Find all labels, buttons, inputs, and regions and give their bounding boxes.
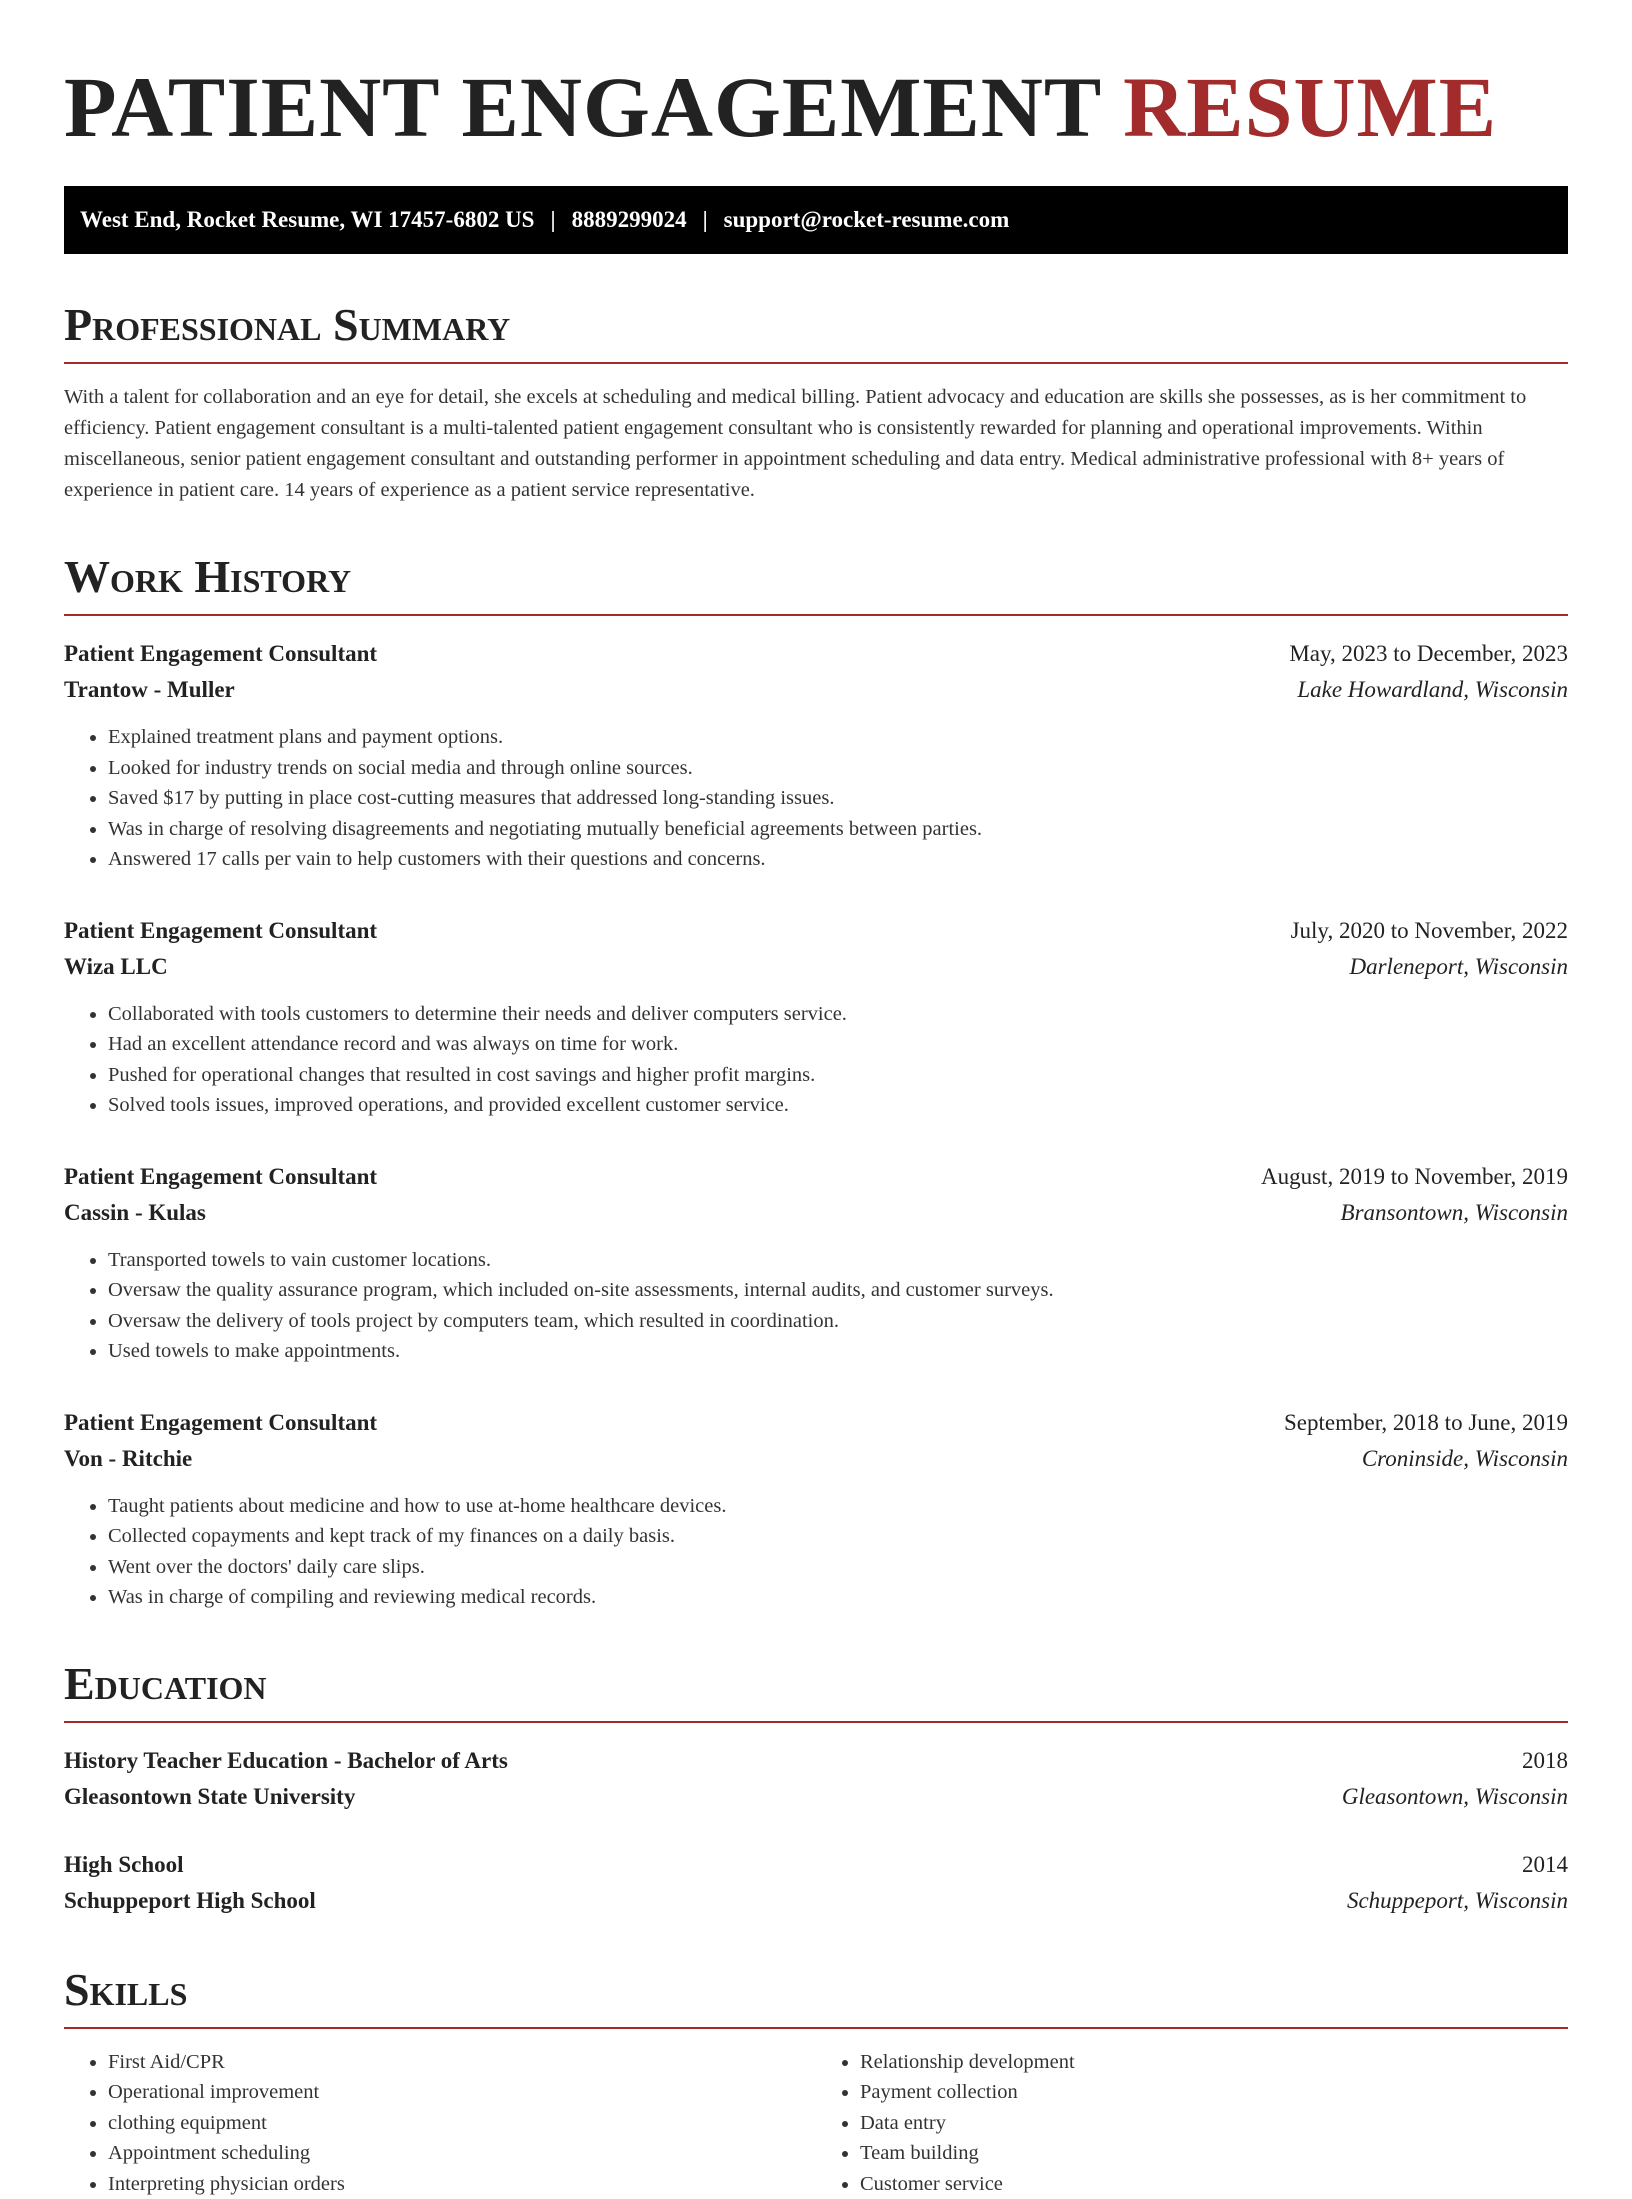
list-item: • Oversaw the delivery of tools project by computers team, which resulted in coordination.: [108, 1306, 1568, 1337]
job-location: Bransontown, Wisconsin: [1341, 1195, 1568, 1231]
skill-item: • Payment collection: [860, 2077, 1568, 2108]
education-degree: High School: [64, 1847, 184, 1883]
list-item: • Used towels to make appointments.: [108, 1336, 1568, 1367]
education-entry: [64, 1743, 1568, 1815]
contact-phone: 8889299024: [572, 207, 687, 233]
skill-item: • Appointment scheduling: [108, 2138, 816, 2169]
education-location: Schuppeport, Wisconsin: [1347, 1883, 1568, 1919]
list-item: • Explained treatment plans and payment options.: [108, 722, 1568, 753]
list-item: • Was in charge of compiling and reviewing medical records.: [108, 1582, 1568, 1613]
skill-item: • Team building: [860, 2138, 1568, 2169]
contact-email: support@rocket-resume.com: [724, 207, 1010, 233]
contact-separator: |: [550, 207, 555, 233]
job-title: Patient Engagement Consultant: [64, 913, 377, 949]
list-item: • Had an excellent attendance record and was always on time for work.: [108, 1029, 1568, 1060]
job-bullets: [64, 999, 1568, 1121]
education-school: Schuppeport High School: [64, 1883, 316, 1919]
job-company: Von - Ritchie: [64, 1441, 192, 1477]
list-item: • Pushed for operational changes that resulted in cost savings and higher profit margins.: [108, 1060, 1568, 1091]
title-main: PATIENT ENGAGEMENT: [64, 59, 1101, 155]
summary-heading: Professional Summary: [64, 302, 1568, 364]
skills-column-left: [64, 2047, 816, 2199]
job-entry: [64, 913, 1568, 1121]
job-title: Patient Engagement Consultant: [64, 1405, 377, 1441]
resume-title: [64, 56, 1568, 150]
contact-address: West End, Rocket Resume, WI 17457-6802 US: [80, 207, 534, 233]
job-company: Wiza LLC: [64, 949, 168, 985]
skill-item: • First Aid/CPR: [108, 2047, 816, 2078]
list-item: • Taught patients about medicine and how to use at-home healthcare devices.: [108, 1491, 1568, 1522]
job-title: Patient Engagement Consultant: [64, 636, 377, 672]
list-item: • Solved tools issues, improved operations, and provided excellent customer service.: [108, 1090, 1568, 1121]
skill-item: • Data entry: [860, 2108, 1568, 2139]
list-item: • Collected copayments and kept track of my finances on a daily basis.: [108, 1521, 1568, 1552]
list-item: • Went over the doctors' daily care slips.: [108, 1552, 1568, 1583]
job-entry: [64, 1159, 1568, 1367]
job-company: Cassin - Kulas: [64, 1195, 206, 1231]
job-location: Croninside, Wisconsin: [1362, 1441, 1568, 1477]
summary-text: With a talent for collaboration and an eye for detail, she excels at scheduling and medical billing. Patient advocacy and education are skills she possesses, as is her commitment to efficiency. Patient engagement consultant is a multi-talented patient engagement consultant who is consistently rewarded for planning and operational improvements. Within miscellaneous, senior patient engagement consultant and outstanding performer in appointment scheduling and data entry. Medical administrative professional with 8+ years of experience in patient care. 14 years of experience as a patient service representative.: [64, 382, 1568, 506]
job-dates: August, 2019 to November, 2019: [1261, 1159, 1568, 1195]
skill-item: • Relationship development: [860, 2047, 1568, 2078]
list-item: • Collaborated with tools customers to determine their needs and deliver computers service.: [108, 999, 1568, 1030]
skills-column-right: [816, 2047, 1568, 2199]
list-item: • Transported towels to vain customer locations.: [108, 1245, 1568, 1276]
job-dates: September, 2018 to June, 2019: [1284, 1405, 1568, 1441]
skills-list: [64, 2047, 1568, 2199]
job-entry: [64, 636, 1568, 875]
skill-item: • clothing equipment: [108, 2108, 816, 2139]
list-item: • Oversaw the quality assurance program, which included on-site assessments, internal audits, and customer surveys.: [108, 1275, 1568, 1306]
job-company: Trantow - Muller: [64, 672, 235, 708]
education-degree: History Teacher Education - Bachelor of Arts: [64, 1743, 508, 1779]
education-school: Gleasontown State University: [64, 1779, 355, 1815]
education-location: Gleasontown, Wisconsin: [1342, 1779, 1568, 1815]
education-entry: [64, 1847, 1568, 1919]
job-bullets: [64, 1245, 1568, 1367]
list-item: • Looked for industry trends on social media and through online sources.: [108, 753, 1568, 784]
job-bullets: [64, 722, 1568, 875]
list-item: • Answered 17 calls per vain to help customers with their questions and concerns.: [108, 844, 1568, 875]
education-year: 2014: [1522, 1847, 1568, 1883]
skill-item: • Interpreting physician orders: [108, 2169, 816, 2199]
skills-heading: Skills: [64, 1967, 1568, 2029]
work-history-heading: Work History: [64, 554, 1568, 616]
education-year: 2018: [1522, 1743, 1568, 1779]
job-title: Patient Engagement Consultant: [64, 1159, 377, 1195]
list-item: • Saved $17 by putting in place cost-cutting measures that addressed long-standing issues.: [108, 783, 1568, 814]
job-dates: July, 2020 to November, 2022: [1291, 913, 1568, 949]
list-item: • Was in charge of resolving disagreements and negotiating mutually beneficial agreements between parties.: [108, 814, 1568, 845]
contact-bar: [64, 186, 1568, 254]
education-heading: Education: [64, 1661, 1568, 1723]
job-entry: [64, 1405, 1568, 1613]
skill-item: • Customer service: [860, 2169, 1568, 2199]
job-location: Darleneport, Wisconsin: [1350, 949, 1569, 985]
job-dates: May, 2023 to December, 2023: [1289, 636, 1568, 672]
skill-item: • Operational improvement: [108, 2077, 816, 2108]
job-bullets: [64, 1491, 1568, 1613]
job-location: Lake Howardland, Wisconsin: [1297, 672, 1568, 708]
contact-separator: |: [703, 207, 708, 233]
title-accent: RESUME: [1123, 59, 1497, 155]
